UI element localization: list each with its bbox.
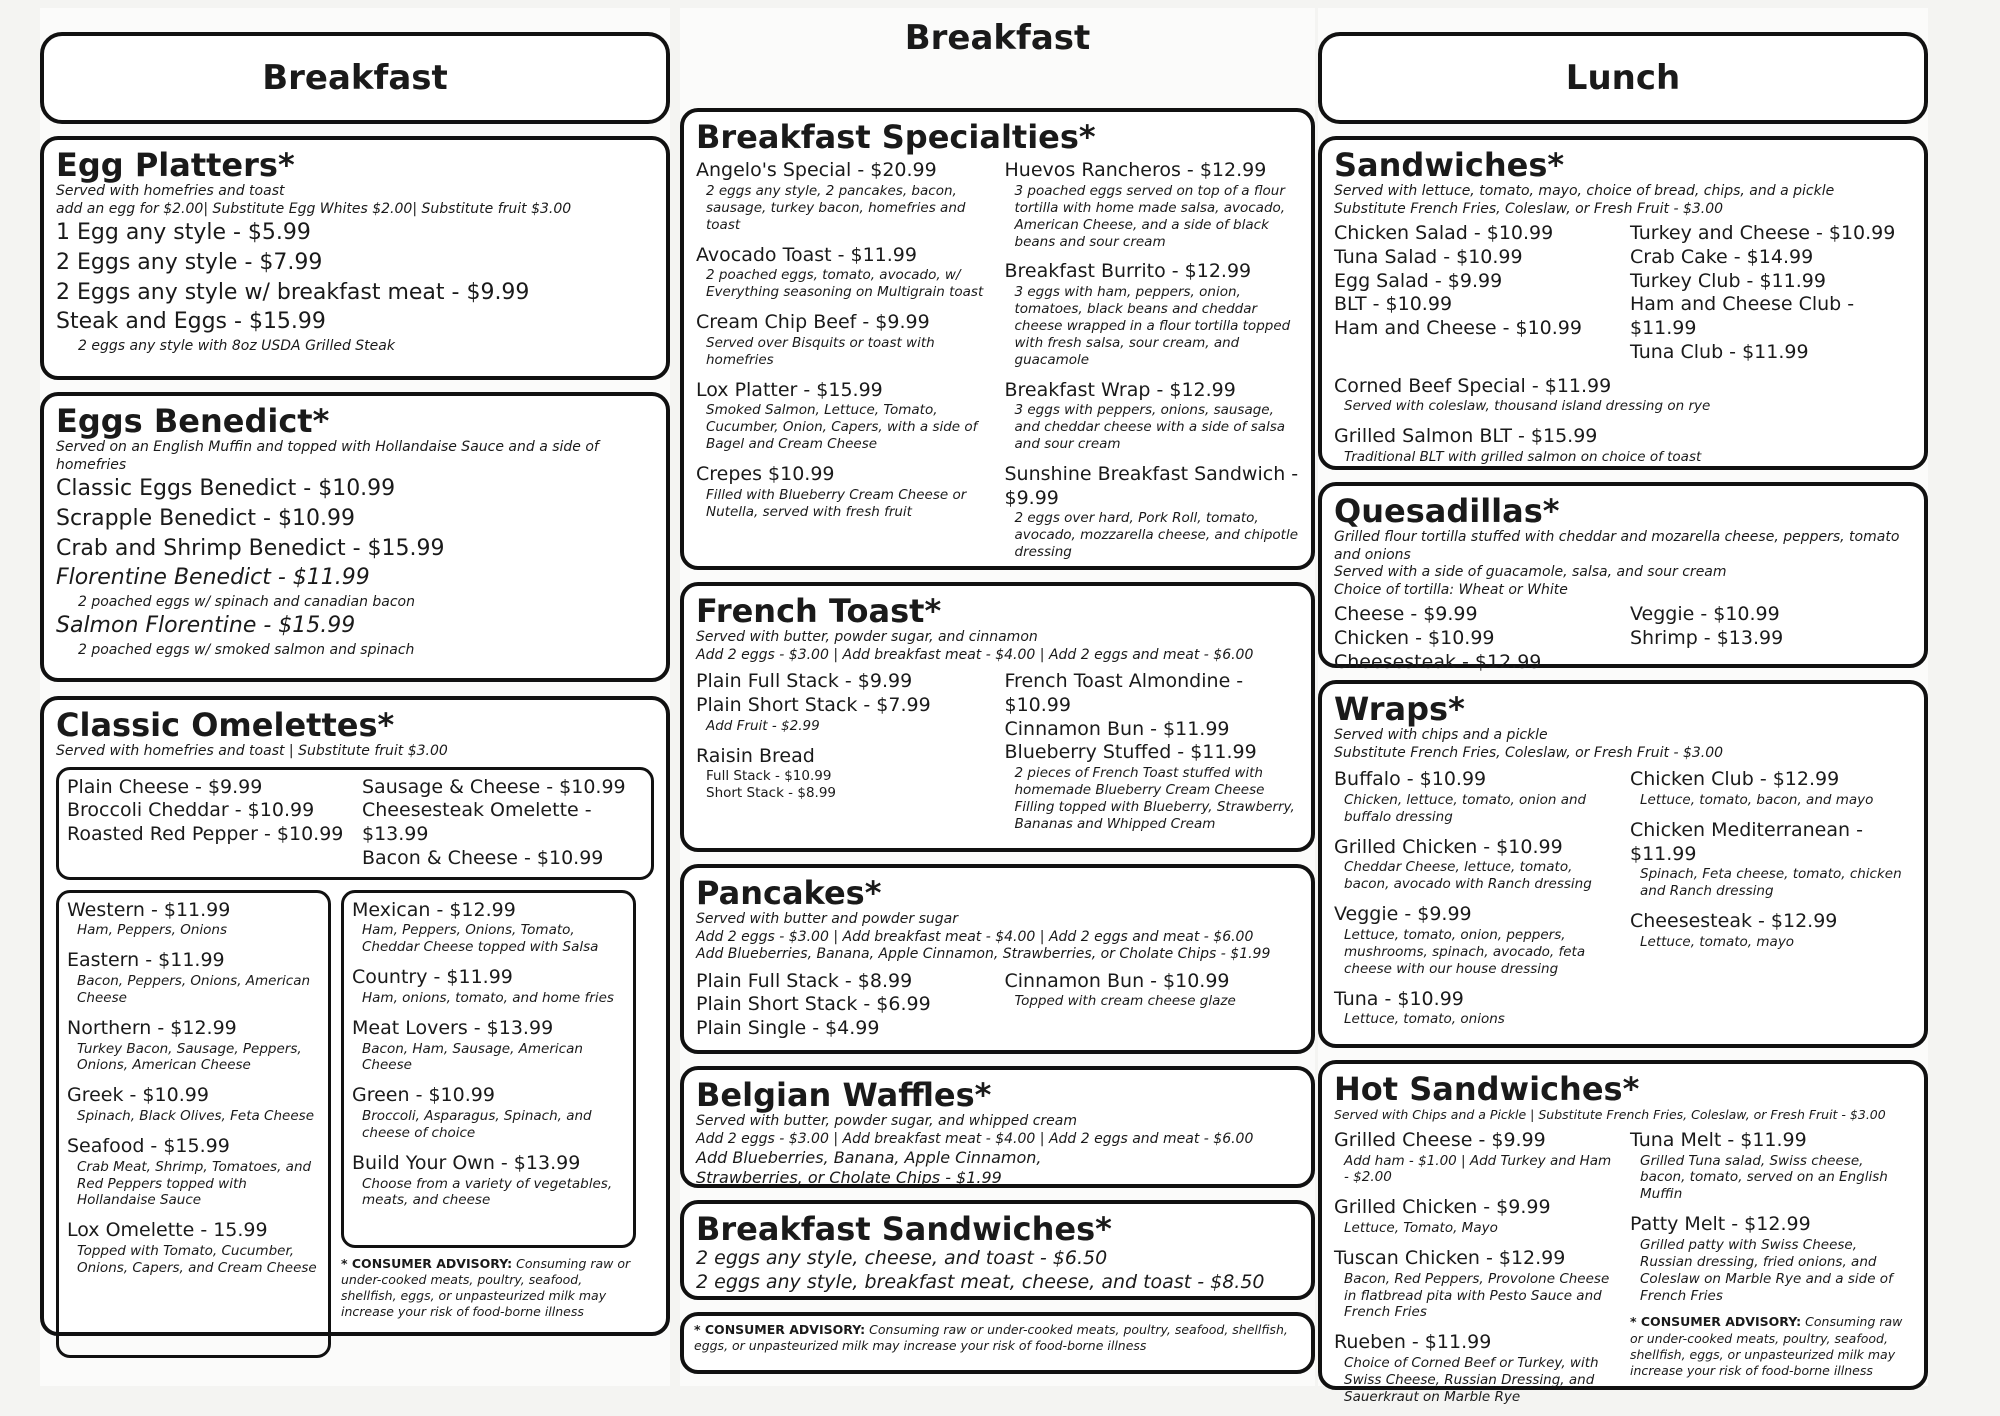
- section-subtitle: Served with butter, powder sugar, and whipped cream: [696, 1113, 1077, 1130]
- consumer-advisory-middle: [680, 1312, 1315, 1374]
- menu-item: Broccoli Cheddar - $10.99: [67, 799, 315, 822]
- section-title: Pancakes*: [696, 874, 882, 912]
- section-subtitle: Served with butter, powder sugar, and cinnamon: [696, 629, 1038, 646]
- item-description: Crab Meat, Shrimp, Tomatoes, and Red Peppers topped with Hollandaise Sauce: [77, 1158, 312, 1209]
- menu-item: Mexican - $12.99: [352, 898, 516, 921]
- menu-item: Cheesesteak - $12.99: [1334, 650, 1542, 673]
- french-toast-section: [680, 582, 1315, 852]
- hot-sandwiches-section: [1318, 1060, 1928, 1405]
- menu-item: Huevos Rancheros - $12.99: [1004, 159, 1267, 182]
- item-note: 2 eggs any style with 8oz USDA Grilled Steak: [78, 337, 395, 354]
- item-description: Bacon, Ham, Sausage, American Cheese: [362, 1040, 583, 1074]
- menu-item: Corned Beef Special - $11.99: [1334, 374, 1612, 397]
- menu-item: Raisin Bread: [696, 744, 815, 767]
- item-description: Topped with Tomato, Cucumber, Onions, Capers, and Cream Cheese: [77, 1243, 317, 1276]
- breakfast-header-left: Breakfast: [40, 32, 670, 124]
- menu-item: Turkey Club - $11.99: [1630, 269, 1826, 292]
- item-description: Add ham - $1.00 | Add Turkey and Ham - $2.00: [1344, 1152, 1612, 1186]
- menu-item: Angelo's Special - $20.99: [696, 159, 937, 182]
- menu-item: Patty Melt - $12.99: [1630, 1213, 1811, 1236]
- specialty-omelettes-right: [341, 890, 636, 1248]
- section-title: French Toast*: [696, 592, 942, 630]
- wraps-section: [1318, 680, 1928, 1048]
- advisory-text: Consuming raw or under-cooked meats, poultry, seafood, shellfish, eggs, or unpasteurized milk may increase your risk of food-borne illness: [694, 1322, 1288, 1354]
- menu-item: 2 eggs any style, cheese, and toast - $6.50: [696, 1247, 1108, 1270]
- sandwiches-section: [1318, 136, 1928, 470]
- eggs-benedict-section: [40, 392, 670, 682]
- menu-item: Grilled Salmon BLT - $15.99: [1334, 425, 1598, 448]
- menu-item: Plain Short Stack - $6.99: [696, 993, 931, 1016]
- menu-item: Tuscan Chicken - $12.99: [1334, 1246, 1566, 1269]
- consumer-advisory: [341, 1256, 636, 1321]
- menu-item: French Toast Almondine - $10.99: [1004, 670, 1244, 716]
- item-description: Bacon, Peppers, Onions, American Cheese: [77, 973, 311, 1006]
- menu-item: Bacon & Cheese - $10.99: [362, 846, 604, 869]
- item-note: Add Fruit - $2.99: [706, 717, 820, 734]
- advisory-label: * CONSUMER ADVISORY:: [1630, 1314, 1802, 1330]
- section-title: Belgian Waffles*: [696, 1076, 992, 1114]
- menu-item: Plain Full Stack - $8.99: [696, 969, 913, 992]
- item-description: Ham, Peppers, Onions: [77, 922, 227, 939]
- menu-item: Plain Single - $4.99: [696, 1017, 880, 1040]
- classic-omelettes-section: [40, 696, 670, 1336]
- section-title: Breakfast Specialties*: [696, 118, 1096, 156]
- item-description: Served over Bisquits or toast with homefries: [706, 334, 935, 368]
- menu-item: Steak and Eggs - $15.99: [56, 309, 326, 335]
- menu-item: Cream Chip Beef - $9.99: [696, 311, 930, 334]
- item-description: Ham, onions, tomato, and home fries: [362, 989, 614, 1006]
- section-subtitle: add an egg for $2.00| Substitute Egg Whites $2.00| Substitute fruit $3.00: [56, 200, 572, 217]
- menu-item: 2 eggs any style, breakfast meat, cheese, and toast - $8.50: [696, 1270, 1265, 1293]
- menu-item: Tuna Club - $11.99: [1630, 340, 1809, 363]
- right-panel: [1318, 8, 1928, 1405]
- menu-item: Grilled Chicken - $10.99: [1334, 835, 1563, 858]
- menu-item: Plain Cheese - $9.99: [67, 775, 263, 798]
- item-description: 2 eggs over hard, Pork Roll, tomato, avocado, mozzarella cheese, and chipotle dressing: [1014, 510, 1299, 561]
- menu-item: Scrapple Benedict - $10.99: [56, 505, 355, 531]
- menu-item: Breakfast Burrito - $12.99: [1004, 260, 1252, 283]
- menu-item: Sausage & Cheese - $10.99: [362, 775, 626, 798]
- pancakes-section: [680, 864, 1315, 1054]
- item-description: Traditional BLT with grilled salmon on choice of toast: [1344, 449, 1702, 466]
- item-description: Served with coleslaw, thousand island dressing on rye: [1344, 398, 1711, 415]
- lunch-header: Lunch: [1318, 32, 1928, 124]
- menu-item: Cinnamon Bun - $11.99: [1004, 717, 1230, 740]
- menu-item: Greek - $10.99: [67, 1084, 209, 1107]
- item-description: Filled with Blueberry Cream Cheese or Nutella, served with fresh fruit: [706, 486, 967, 520]
- menu-item: Cheesesteak Omelette - $13.99: [362, 799, 592, 846]
- item-note: 2 poached eggs w/ spinach and canadian bacon: [78, 593, 415, 610]
- menu-item: Cheesesteak - $12.99: [1630, 910, 1838, 933]
- menu-item: Seafood - $15.99: [67, 1134, 230, 1157]
- item-description: 3 eggs with peppers, onions, sausage, and cheddar cheese with a side of salsa and sour cream: [1014, 402, 1286, 453]
- item-description: Chicken, lettuce, tomato, onion and buffalo dressing: [1344, 791, 1587, 825]
- menu-item: Cinnamon Bun - $10.99: [1004, 969, 1230, 992]
- section-subtitle: Add 2 eggs - $3.00 | Add breakfast meat - $4.00 | Add 2 eggs and meat - $6.00: [696, 646, 1254, 663]
- item-description: Grilled Tuna salad, Swiss cheese, bacon, tomato, served on an English Muffin: [1640, 1152, 1888, 1203]
- menu-subitem: Short Stack - $8.99: [706, 785, 836, 802]
- section-title: Egg Platters*: [56, 146, 295, 184]
- menu-item: Tuna - $10.99: [1334, 987, 1464, 1010]
- advisory-text: Consuming raw or under-cooked meats, poultry, seafood, shellfish, eggs, or unpasteurized milk may increase your risk of food-borne illness: [1630, 1314, 1903, 1379]
- section-subtitle: Served with homefries and toast: [56, 183, 285, 200]
- menu-item: Rueben - $11.99: [1334, 1331, 1492, 1354]
- item-description: Spinach, Feta cheese, tomato, chicken and Ranch dressing: [1640, 866, 1902, 900]
- item-description: 2 pieces of French Toast stuffed with homemade Blueberry Cream Cheese Filling topped with Blueberry, Strawberry, Bananas and Whipped Cream: [1014, 765, 1295, 832]
- section-subtitle: Strawberries, or Cholate Chips - $1.99: [696, 1168, 1002, 1188]
- menu-item: 2 Eggs any style - $7.99: [56, 249, 323, 275]
- breakfast-specialties-section: [680, 108, 1315, 570]
- breakfast-header-middle: Breakfast: [904, 18, 1091, 58]
- item-description: Lettuce, tomato, bacon, and mayo: [1640, 791, 1874, 808]
- menu-item: Chicken Club - $12.99: [1630, 768, 1840, 791]
- section-subtitle: Add Blueberries, Banana, Apple Cinnamon,: [696, 1148, 1042, 1168]
- breakfast-sandwiches-section: [680, 1200, 1315, 1300]
- item-description: Ham, Peppers, Onions, Tomato, Cheddar Cheese topped with Salsa: [362, 922, 599, 956]
- menu-item: Lox Platter - $15.99: [696, 378, 883, 401]
- menu-item: Sunshine Breakfast Sandwich - $9.99: [1004, 462, 1299, 509]
- item-note: 2 poached eggs w/ smoked salmon and spinach: [78, 641, 415, 658]
- menu-item: Grilled Cheese - $9.99: [1334, 1128, 1546, 1151]
- section-title: Quesadillas*: [1334, 492, 1560, 530]
- section-subtitle: Served with Chips and a Pickle | Substitute French Fries, Coleslaw, or Fresh Fruit - $3.00: [1334, 1107, 1886, 1123]
- egg-platters-section: [40, 136, 670, 380]
- menu-item: 2 Eggs any style w/ breakfast meat - $9.99: [56, 279, 530, 305]
- menu-item: BLT - $10.99: [1334, 293, 1453, 316]
- item-description: Choice of Corned Beef or Turkey, with Swiss Cheese, Russian Dressing, and Sauerkraut on Marble Rye: [1344, 1355, 1599, 1405]
- item-description: Broccoli, Asparagus, Spinach, and cheese of choice: [362, 1108, 592, 1141]
- menu-subitem: Full Stack - $10.99: [706, 768, 832, 785]
- quesadillas-section: [1318, 482, 1928, 673]
- menu-item: Grilled Chicken - $9.99: [1334, 1196, 1551, 1219]
- item-description: Lettuce, tomato, mayo: [1640, 933, 1795, 950]
- section-title: Classic Omelettes*: [56, 706, 395, 744]
- section-subtitle: Served with chips and a pickle: [1334, 727, 1548, 744]
- item-description: Spinach, Black Olives, Feta Cheese: [77, 1108, 314, 1125]
- item-description: Lettuce, tomato, onion, peppers, mushrooms, spinach, avocado, feta cheese with our house dressing: [1344, 926, 1586, 977]
- advisory-label: * CONSUMER ADVISORY:: [694, 1322, 866, 1337]
- item-description: Topped with cream cheese glaze: [1014, 993, 1236, 1010]
- item-description: Bacon, Red Peppers, Provolone Cheese in flatbread pita with Pesto Sauce and French Fries: [1344, 1270, 1610, 1321]
- left-panel: [40, 8, 670, 1386]
- menu-item: 1 Egg any style - $5.99: [56, 220, 311, 246]
- menu-item: Salmon Florentine - $15.99: [56, 613, 356, 639]
- menu-item: Egg Salad - $9.99: [1334, 269, 1503, 292]
- menu-item: Plain Short Stack - $7.99: [696, 693, 931, 716]
- section-subtitle: Served on an English Muffin and topped with Hollandaise Sauce and a side of homefries: [56, 439, 599, 473]
- item-description: Grilled patty with Swiss Cheese, Russian dressing, fried onions, and Coleslaw on Marble Rye and a side of French Fries: [1640, 1236, 1893, 1304]
- section-subtitle: Served with a side of guacamole, salsa, and sour cream: [1334, 564, 1727, 581]
- section-subtitle: Served with lettuce, tomato, mayo, choice of bread, chips, and a pickle: [1334, 183, 1835, 200]
- menu-item: Build Your Own - $13.99: [352, 1151, 581, 1174]
- item-description: Lettuce, tomato, onions: [1344, 1011, 1505, 1028]
- item-description: Lettuce, Tomato, Mayo: [1344, 1220, 1498, 1237]
- section-subtitle: Substitute French Fries, Coleslaw, or Fresh Fruit - $3.00: [1334, 744, 1724, 761]
- menu-item: Lox Omelette - 15.99: [67, 1219, 268, 1242]
- menu-item: Ham and Cheese - $10.99: [1334, 317, 1582, 340]
- menu-item: Shrimp - $13.99: [1630, 626, 1784, 649]
- section-title: Sandwiches*: [1334, 146, 1565, 184]
- item-description: Smoked Salmon, Lettuce, Tomato, Cucumber, Onion, Capers, with a side of Bagel and Cream Cheese: [706, 402, 978, 453]
- section-subtitle: Substitute French Fries, Coleslaw, or Fresh Fruit - $3.00: [1334, 200, 1724, 217]
- menu-item: Ham and Cheese Club - $11.99: [1630, 293, 1855, 340]
- menu-item: Tuna Melt - $11.99: [1630, 1128, 1807, 1151]
- menu-item: Roasted Red Pepper - $10.99: [67, 823, 344, 846]
- section-subtitle: Served with homefries and toast | Substitute fruit $3.00: [56, 743, 448, 760]
- menu-item: Breakfast Wrap - $12.99: [1004, 378, 1236, 401]
- section-title: Eggs Benedict*: [56, 402, 330, 440]
- item-description: Cheddar Cheese, lettuce, tomato, bacon, avocado with Ranch dressing: [1344, 859, 1592, 893]
- item-description: 2 eggs any style, 2 pancakes, bacon, sausage, turkey bacon, homefries and toast: [706, 182, 966, 233]
- menu-item: Classic Eggs Benedict - $10.99: [56, 476, 396, 502]
- specialty-omelettes-left: [56, 890, 331, 1358]
- section-subtitle: Choice of tortilla: Wheat or White: [1334, 581, 1568, 598]
- menu-item: Tuna Salad - $10.99: [1334, 245, 1523, 268]
- section-title: Hot Sandwiches*: [1334, 1070, 1640, 1108]
- menu-item: Chicken - $10.99: [1334, 626, 1495, 649]
- menu-item: Eastern - $11.99: [67, 949, 225, 972]
- menu-item: Veggie - $9.99: [1334, 903, 1472, 926]
- simple-omelettes-box: [56, 767, 654, 880]
- menu-item: Veggie - $10.99: [1630, 603, 1780, 626]
- item-description: Choose from a variety of vegetables, meats, and cheese: [362, 1175, 613, 1209]
- advisory-text: Consuming raw or under-cooked meats, poultry, seafood, shellfish, eggs, or unpasteurized milk may increase your risk of food-borne illness: [341, 1255, 631, 1320]
- section-subtitle: Grilled flour tortilla stuffed with cheddar and mozarella cheese, peppers, tomato and onions: [1334, 529, 1900, 563]
- item-description: 2 poached eggs, tomato, avocado, w/ Everything seasoning on Multigrain toast: [706, 267, 984, 301]
- section-title: Wraps*: [1334, 690, 1465, 728]
- menu-item: Green - $10.99: [352, 1084, 495, 1107]
- advisory-label: * CONSUMER ADVISORY:: [341, 1255, 513, 1271]
- section-subtitle: Add 2 eggs - $3.00 | Add breakfast meat - $4.00 | Add 2 eggs and meat - $6.00: [696, 928, 1254, 945]
- item-description: 3 eggs with ham, peppers, onion, tomatoes, black beans and cheddar cheese wrapped in a flour tortilla topped with fresh salsa, sour cream, and guacamole: [1014, 284, 1291, 368]
- menu-item: Florentine Benedict - $11.99: [56, 565, 370, 591]
- menu-item: Avocado Toast - $11.99: [696, 243, 917, 266]
- section-subtitle: Add 2 eggs - $3.00 | Add breakfast meat - $4.00 | Add 2 eggs and meat - $6.00: [696, 1130, 1254, 1147]
- section-title: Breakfast Sandwiches*: [696, 1210, 1112, 1248]
- consumer-advisory: [1630, 1314, 1912, 1379]
- menu-item: Plain Full Stack - $9.99: [696, 670, 913, 693]
- menu-item: Meat Lovers - $13.99: [352, 1016, 554, 1039]
- menu-item: Crepes $10.99: [696, 462, 835, 485]
- item-description: Turkey Bacon, Sausage, Peppers, Onions, American Cheese: [77, 1040, 302, 1074]
- middle-panel: [680, 8, 1315, 1386]
- section-subtitle: Add Blueberries, Banana, Apple Cinnamon, Strawberries, or Cholate Chips - $1.99: [696, 946, 1271, 963]
- menu-item: Western - $11.99: [67, 898, 231, 921]
- section-subtitle: Served with butter and powder sugar: [696, 911, 958, 928]
- menu-item: Northern - $12.99: [67, 1016, 237, 1039]
- menu-item: Chicken Mediterranean - $11.99: [1630, 818, 1863, 865]
- menu-item: Turkey and Cheese - $10.99: [1630, 222, 1896, 245]
- item-description: 3 poached eggs served on top of a flour tortilla with home made salsa, avocado, American Cheese, and a side of black beans and sour cream: [1014, 182, 1286, 250]
- belgian-waffles-section: [680, 1066, 1315, 1188]
- menu-item: Country - $11.99: [352, 966, 513, 989]
- menu-item: Cheese - $9.99: [1334, 603, 1478, 626]
- menu-item: Buffalo - $10.99: [1334, 768, 1487, 791]
- menu-item: Blueberry Stuffed - $11.99: [1004, 741, 1257, 764]
- menu-item: Crab Cake - $14.99: [1630, 245, 1814, 268]
- menu-item: Chicken Salad - $10.99: [1334, 222, 1554, 245]
- menu-item: Crab and Shrimp Benedict - $15.99: [56, 535, 445, 561]
